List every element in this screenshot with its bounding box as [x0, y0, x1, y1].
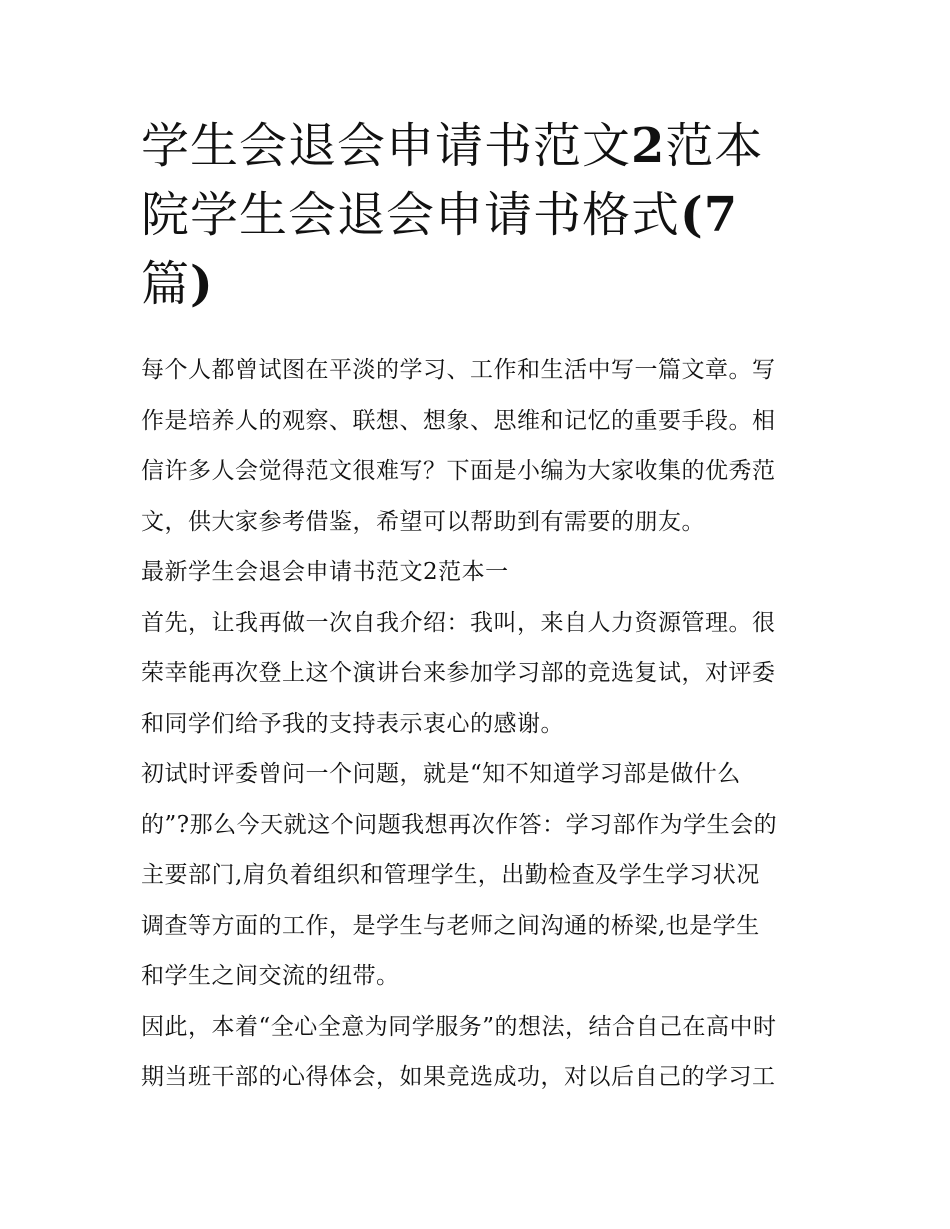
body-line: 作是培养人的观察、联想、想象、思维和记忆的重要手段。相: [141, 407, 776, 434]
body-line: 荣幸能再次登上这个演讲台来参加学习部的竞选复试，对评委: [141, 660, 776, 686]
body-line: 文，供大家参考借鉴，希望可以帮助到有需要的朋友。: [141, 508, 705, 535]
body-line: 和学生之间交流的纽带。: [141, 963, 400, 989]
document-body: [141, 345, 813, 1103]
document-title: [141, 112, 813, 319]
body-line: 期当班干部的心得体会，如果竞选成功，对以后自己的学习工: [141, 1064, 776, 1090]
body-line: 因此，本着“全心全意为同学服务”的想法，结合自己在高中时: [141, 1013, 777, 1040]
body-line: 调查等方面的工作，是学生与老师之间沟通的桥梁,也是学生: [141, 912, 760, 939]
body-line: 首先，让我再做一次自我介绍：我叫，来自人力资源管理。很: [141, 609, 776, 636]
body-line: 信许多人会觉得范文很难写？下面是小编为大家收集的优秀范: [141, 458, 776, 484]
title-line-1: 学生会退会申请书范文2范本: [141, 118, 764, 174]
section-heading: 最新学生会退会申请书范文2范本一: [141, 559, 509, 585]
document-page: [141, 112, 813, 1103]
body-line: 初试时评委曾问一个问题，就是“知不知道学习部是做什么: [141, 761, 741, 787]
body-line: 和同学们给予我的支持表示衷心的感谢。: [141, 710, 564, 737]
body-line: 主要部门,肩负着组织和管理学生，出勤检查及学生学习状况: [141, 862, 760, 888]
body-line: 每个人都曾试图在平淡的学习、工作和生活中写一篇文章。写: [141, 357, 776, 383]
title-line-2: 院学生会退会申请书格式(7: [141, 187, 739, 243]
title-line-3: 篇): [141, 256, 214, 312]
body-line: 的”?那么今天就这个问题我想再次作答：学习部作为学生会的: [141, 811, 778, 838]
